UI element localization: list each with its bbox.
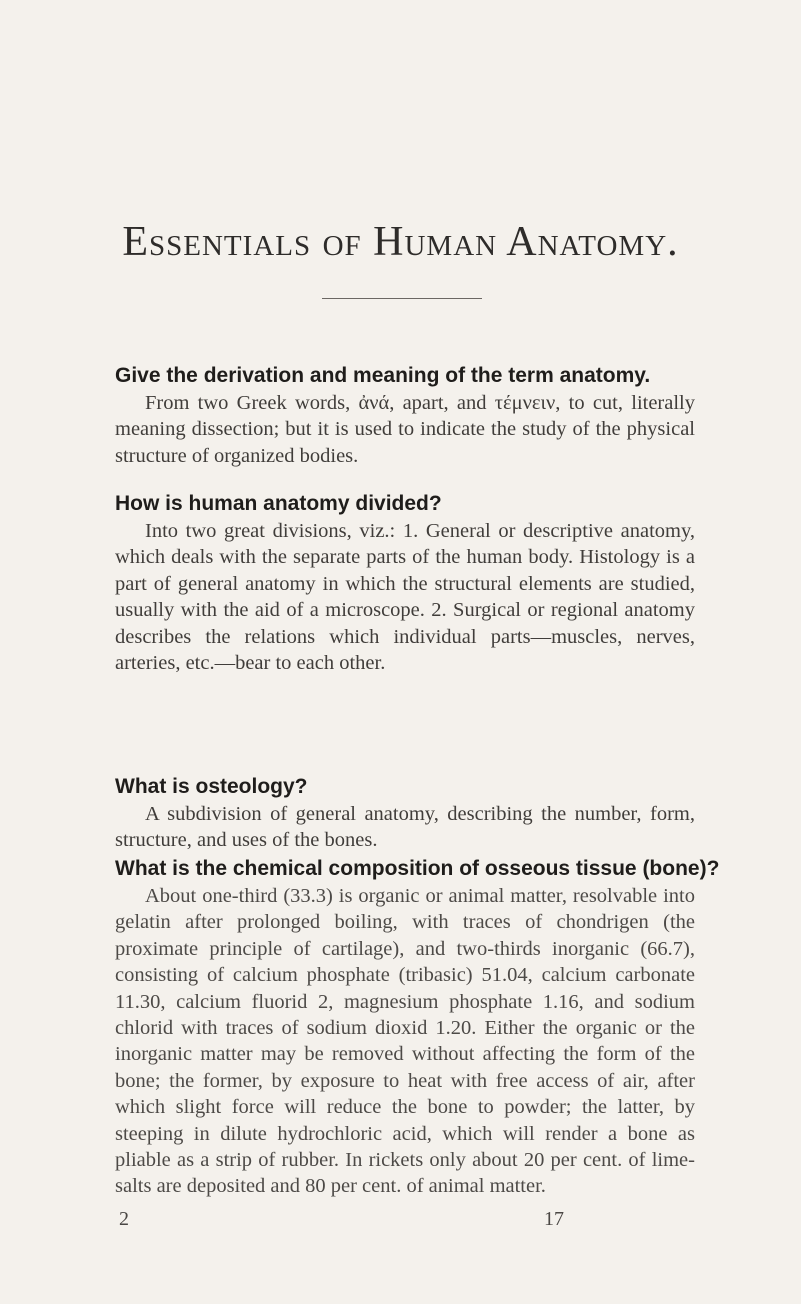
qa-section-osteology: [115, 773, 695, 854]
qa-section-derivation: [115, 362, 695, 469]
signature-mark: 2: [119, 1208, 129, 1230]
page-footer: [0, 1208, 801, 1238]
qa-section-bone-composition: [115, 855, 720, 1200]
question-heading: How is human anatomy divided?: [115, 492, 442, 515]
page-number: 17: [544, 1208, 564, 1230]
question-heading: Give the derivation and meaning of the term anatomy.: [115, 364, 651, 387]
question-heading: What is osteology?: [115, 775, 308, 798]
qa-section-divisions: [115, 490, 695, 676]
answer-paragraph: From two Greek words, ἀνά, apart, and τέμνειν, to cut, literally meaning dissection; but it is used to indicate the study of the physical structure of organized bodies.: [115, 392, 695, 467]
title-divider: [322, 298, 482, 299]
chapter-title: Essentials of Human Anatomy.: [122, 219, 679, 265]
answer-paragraph: About one-third (33.3) is organic or animal matter, resolvable into gelatin after prolonged boiling, with traces of chondrigen (the proximate principle of cartilage), and two-thirds inorganic (66.7), consisting of calcium phosphate (tribasic) 51.04, calcium carbonate 11.30, calcium fluorid 2, magnesium phosphate 1.16, and sodium chlorid with traces of sodium dioxid 1.20. Either the organic or the inorganic matter may be removed without affecting the form of the bone; the former, by exposure to heat with free access of air, after which slight force will reduce the bone to powder; the latter, by steeping in dilute hydrochloric acid, which will render a bone as pliable as a strip of rubber. In rickets only about 20 per cent. of lime-salts are deposited and 80 per cent. of animal matter.: [115, 885, 695, 1198]
question-heading: What is the chemical composition of osseous tissue (bone)?: [115, 857, 720, 880]
answer-paragraph: A subdivision of general anatomy, describing the number, form, structure, and uses of the bones.: [115, 803, 695, 852]
answer-paragraph: Into two great divisions, viz.: 1. General or descriptive anatomy, which deals with the separate parts of the human body. Histology is a part of general anatomy in which the structural elements are studied, usually with the aid of a microscope. 2. Surgical or regional anatomy describes the relations which individual parts—muscles, nerves, arteries, etc.—bear to each other.: [115, 520, 695, 675]
